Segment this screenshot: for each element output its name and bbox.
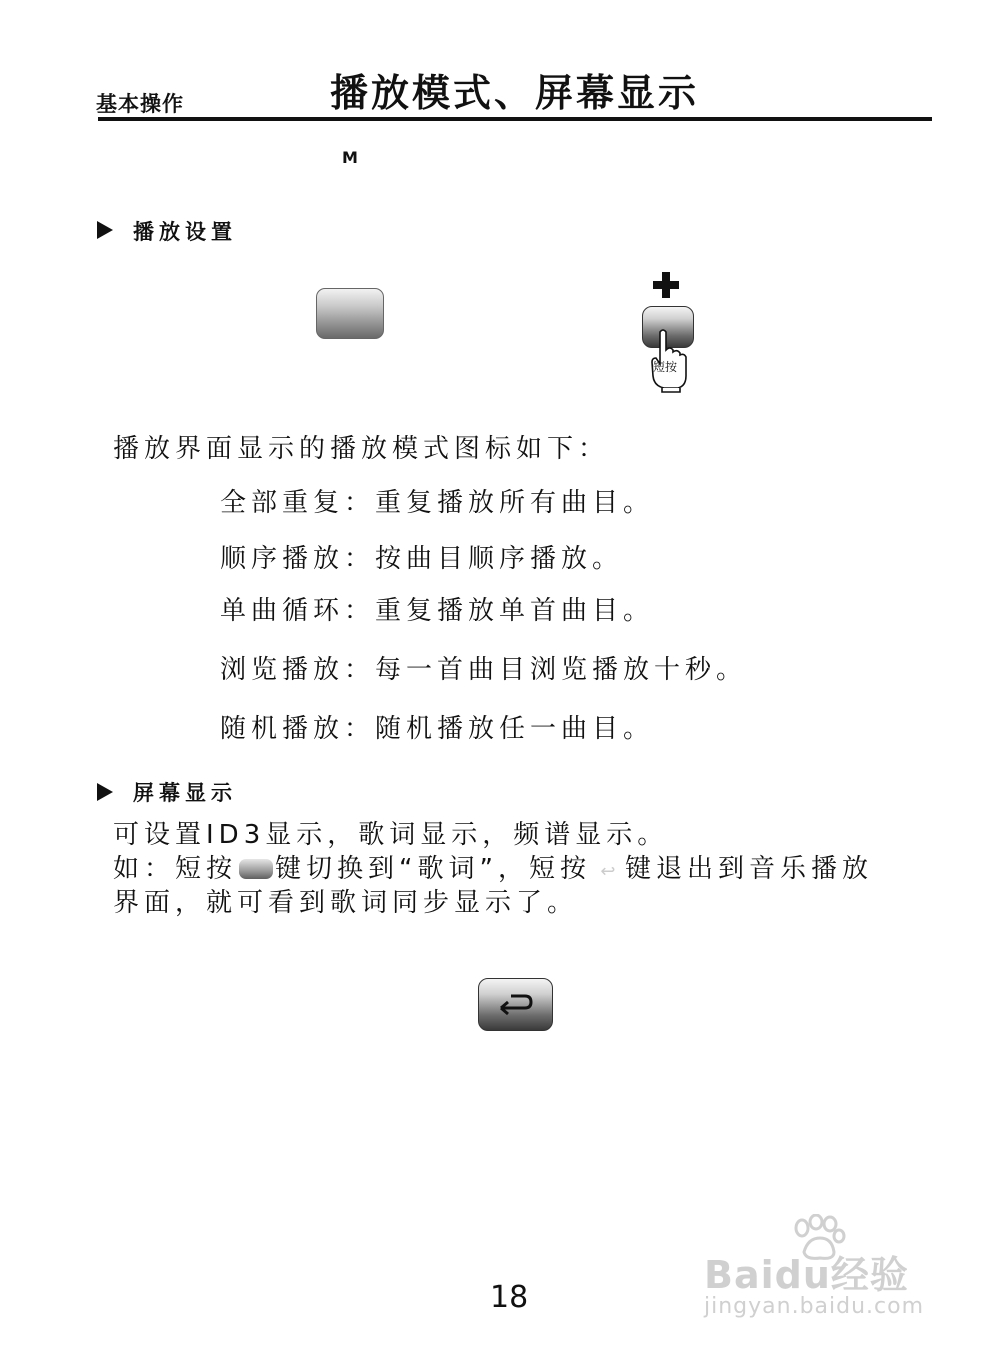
page-title: 播放模式、屏幕显示	[330, 71, 700, 115]
short-press-label: 短按	[653, 360, 678, 374]
mode-name: 全部重复：	[220, 488, 376, 518]
watermark-brand: Baidu经验	[704, 1253, 909, 1297]
modes-intro: 播放界面显示的播放模式图标如下：	[113, 434, 610, 464]
plus-icon	[652, 271, 680, 299]
mode-name: 随机播放：	[220, 714, 376, 744]
return-key-button[interactable]	[478, 978, 553, 1031]
mode-name: 单曲循环：	[220, 596, 376, 626]
inline-key-icon	[239, 859, 273, 879]
mode-desc: 每一首曲目浏览播放十秒。	[375, 655, 748, 685]
mode-item	[220, 482, 654, 519]
header-rule	[98, 117, 932, 121]
watermark-url: jingyan.baidu.com	[704, 1294, 925, 1319]
right-arrowhead-icon	[97, 783, 113, 801]
mode-item	[220, 590, 654, 627]
mode-item	[220, 708, 654, 745]
mode-desc: 随机播放任一曲目。	[375, 714, 655, 744]
line2-part: 键退出到音乐播放	[624, 854, 873, 884]
mode-item	[220, 538, 623, 575]
section-label: 基本操作	[96, 92, 184, 116]
screen-display-line: 界面，就可看到歌词同步显示了。	[113, 888, 579, 918]
mode-desc: 按曲目顺序播放。	[375, 544, 624, 574]
screen-display-line: 可设置ID3显示，歌词显示，频谱显示。	[113, 820, 669, 850]
screen-display-heading: 屏幕显示	[133, 780, 237, 805]
line2-part: 如：短按	[113, 854, 238, 884]
mode-name: 浏览播放：	[220, 655, 376, 685]
stray-mark: M	[342, 148, 358, 167]
mode-key-button[interactable]	[316, 288, 384, 339]
line2-part: 键切换到“歌词”，短按	[275, 854, 591, 884]
screen-display-line	[113, 852, 873, 889]
mode-item	[220, 649, 747, 686]
return-arrow-icon	[479, 979, 552, 1030]
mode-name: 顺序播放：	[220, 544, 376, 574]
mode-desc: 重复播放单首曲目。	[375, 596, 655, 626]
right-arrowhead-icon	[97, 221, 113, 239]
play-settings-heading: 播放设置	[133, 219, 237, 244]
mode-desc: 重复播放所有曲目。	[375, 488, 655, 518]
page-number: 18	[490, 1280, 529, 1315]
return-arrow-icon: ↩	[600, 861, 616, 882]
